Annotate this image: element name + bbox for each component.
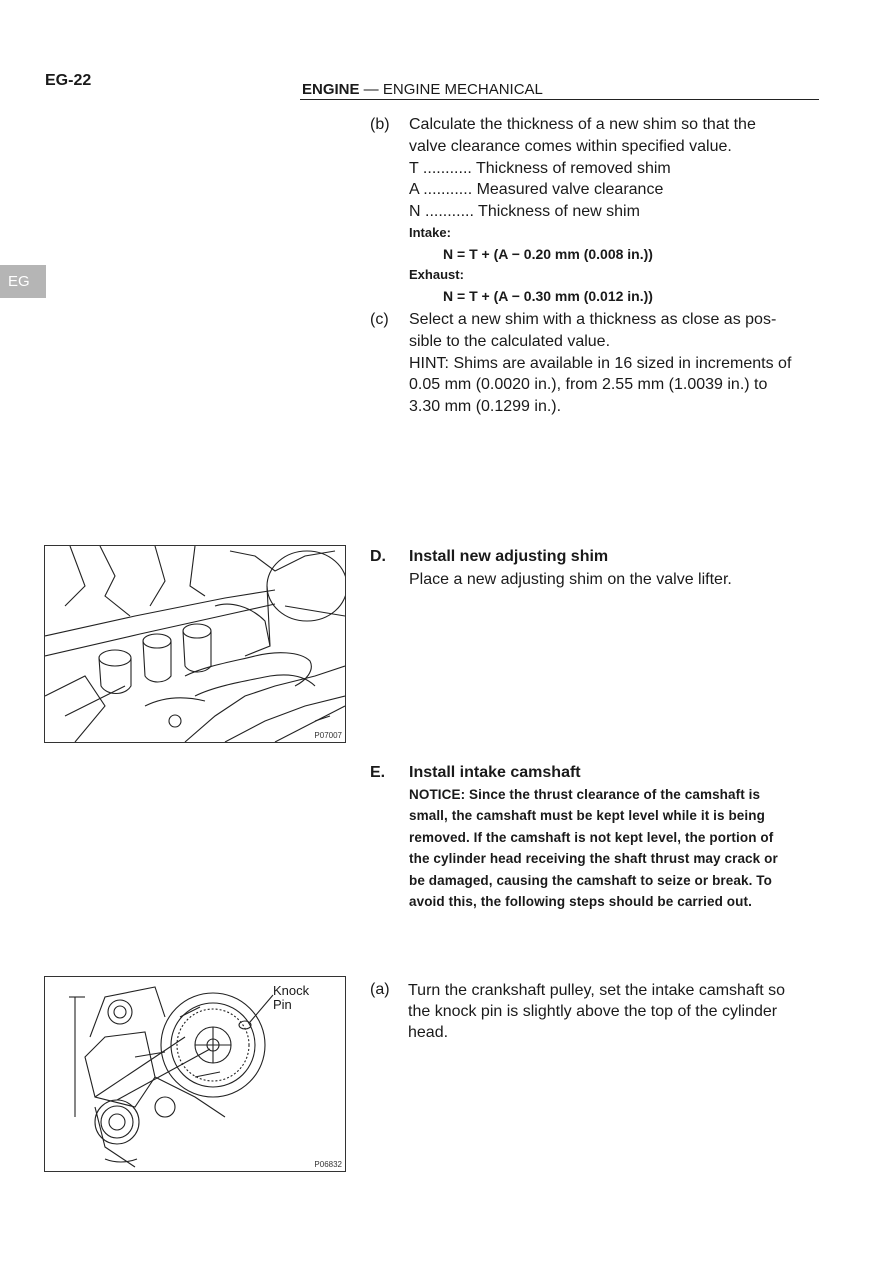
section-side-tab: EG xyxy=(0,265,46,298)
knock-label: Knock xyxy=(273,983,310,998)
figure-d-code: P07007 xyxy=(314,731,342,740)
notice-line4: the cylinder head receiving the shaft thrust may crack or xyxy=(409,851,778,866)
intake-formula: N = T + (A − 0.20 mm (0.008 in.)) xyxy=(443,246,653,262)
page-header-title xyxy=(302,81,543,98)
shim-illustration xyxy=(45,546,345,742)
header-section-rest: — ENGINE MECHANICAL xyxy=(359,81,543,98)
figure-knock-pin xyxy=(44,976,346,1172)
section-d-label: D. xyxy=(370,548,386,565)
step-a-line1: Turn the crankshaft pulley, set the intake camshaft so xyxy=(408,982,786,999)
notice-line3: removed. If the camshaft is not kept level, the portion of xyxy=(409,830,774,845)
section-e-title: Install intake camshaft xyxy=(409,764,581,781)
definition-n: N ........... Thickness of new shim xyxy=(409,203,640,220)
step-c-label: (c) xyxy=(370,311,389,328)
hint-line3: 3.30 mm (0.1299 in.). xyxy=(409,398,562,415)
step-a-line3: head. xyxy=(408,1024,449,1041)
notice-line6: avoid this, the following steps should be carried out. xyxy=(409,894,752,909)
camshaft-illustration xyxy=(45,977,345,1171)
notice-line1: NOTICE: Since the thrust clearance of the camshaft is xyxy=(409,787,761,802)
exhaust-label: Exhaust: xyxy=(409,267,464,282)
definition-a: A ........... Measured valve clearance xyxy=(409,181,664,198)
section-d-title: Install new adjusting shim xyxy=(409,548,609,565)
page-number: EG-22 xyxy=(45,72,92,89)
notice-line5: be damaged, causing the camshaft to seize or break. To xyxy=(409,873,772,888)
intake-label: Intake: xyxy=(409,225,451,240)
header-section-bold: ENGINE xyxy=(302,81,360,98)
figure-a-code: P06832 xyxy=(314,1160,342,1169)
pin-label: Pin xyxy=(273,997,292,1012)
notice-line2: small, the camshaft must be kept level while it is being xyxy=(409,808,765,823)
definition-t: T ........... Thickness of removed shim xyxy=(409,160,671,177)
section-d-text: Place a new adjusting shim on the valve lifter. xyxy=(409,571,732,588)
hint-line1: HINT: Shims are available in 16 sized in increments of xyxy=(409,355,792,372)
step-a-label: (a) xyxy=(370,981,390,998)
step-c-line2: sible to the calculated value. xyxy=(409,333,611,350)
exhaust-formula: N = T + (A − 0.30 mm (0.012 in.)) xyxy=(443,288,653,304)
step-b-line1: Calculate the thickness of a new shim so that the xyxy=(409,116,756,133)
section-e-label: E. xyxy=(370,764,386,781)
header-rule xyxy=(300,99,819,100)
step-c-line1: Select a new shim with a thickness as close as pos- xyxy=(409,311,777,328)
step-b-line2: valve clearance comes within specified value. xyxy=(409,138,732,155)
step-b-label: (b) xyxy=(370,116,390,133)
hint-line2: 0.05 mm (0.0020 in.), from 2.55 mm (1.0039 in.) to xyxy=(409,376,768,393)
step-a-line2: the knock pin is slightly above the top of the cylinder xyxy=(408,1003,778,1020)
figure-adjusting-shim xyxy=(44,545,346,743)
